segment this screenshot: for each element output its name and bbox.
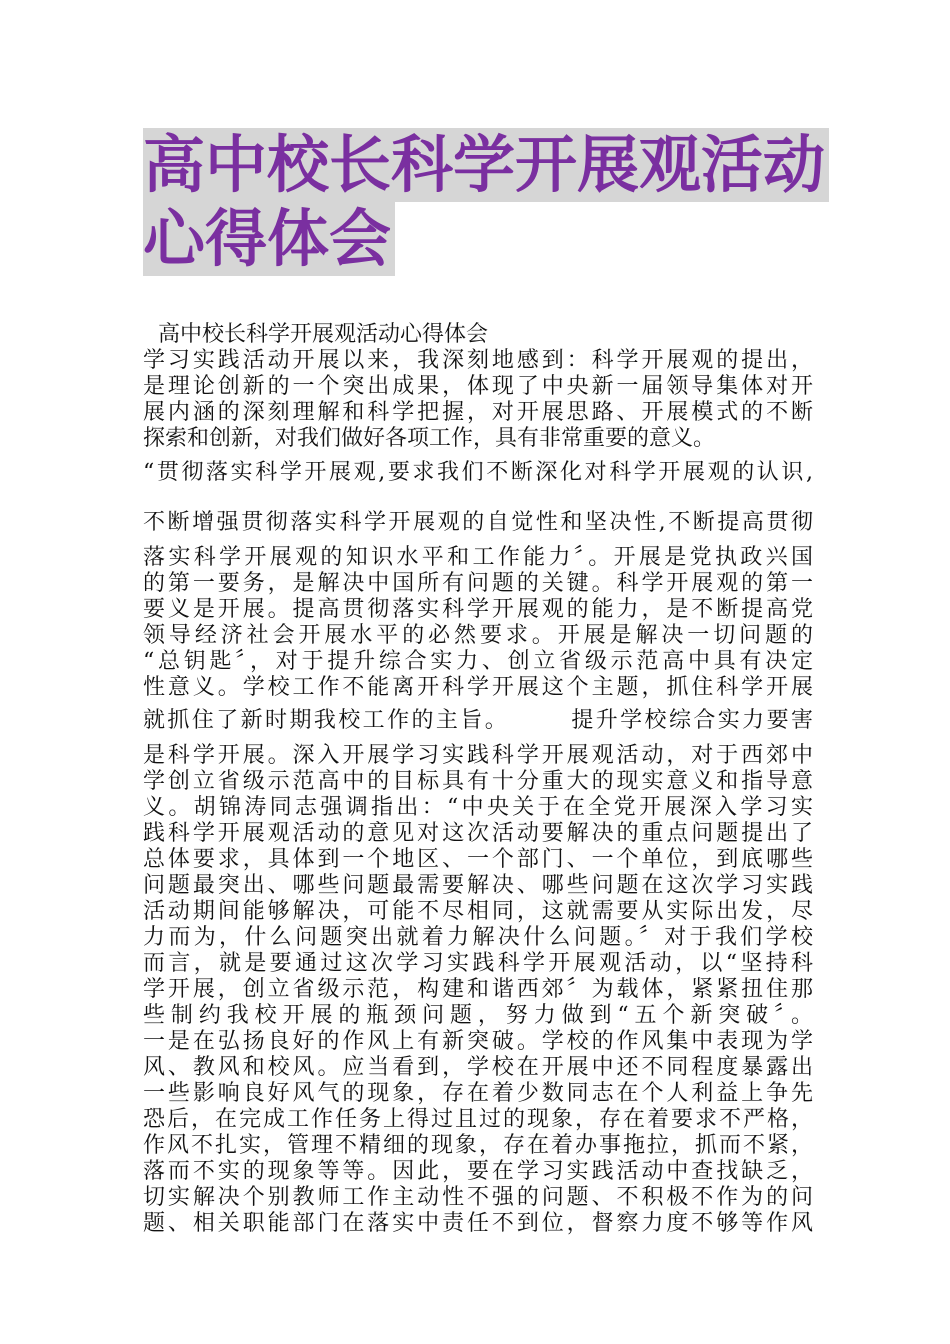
text-line: 一些影响良好风气的现象，存在着少数同志在个人利益上争先 <box>143 1081 813 1106</box>
text-line: 一是在弘扬良好的作风上有新突破。学校的作风集中表现为学 <box>143 1029 813 1054</box>
text-line: 领导经济社会开展水平的必然要求。开展是解决一切问题的 <box>143 623 813 648</box>
text-line: 作风不扎实，管理不精细的现象，存在着办事拖拉，抓而不紧， <box>143 1133 813 1158</box>
text-line: 探索和创新，对我们做好各项工作，具有非常重要的意义。 <box>143 426 716 451</box>
text-line: 践科学开展观活动的意见对这次活动要解决的重点问题提出了 <box>143 821 813 846</box>
text-line: 是理论创新的一个突出成果，体现了中央新一届领导集体对开 <box>143 374 813 399</box>
text-line: 风、教风和校风。应当看到，学校在开展中还不同程度暴露出 <box>143 1055 813 1080</box>
mid-line: 就抓住了新时期我校工作的主旨。 提升学校综合实力要害 <box>143 708 813 733</box>
text-line: 要义是开展。提高贯彻落实科学开展观的能力，是不断提高党 <box>143 597 813 622</box>
document-subtitle: 高中校长科学开展观活动心得体会 <box>158 322 489 347</box>
text-line: 活动期间能够解决，可能不尽相同，这就需要从实际出发，尽 <box>143 899 813 924</box>
text-line: 题、相关职能部门在落实中责任不到位，督察力度不够等作风 <box>143 1211 813 1236</box>
quote-line-2: 不断增强贯彻落实科学开展观的自觉性和坚决性,不断提高贯彻 <box>143 510 813 535</box>
text-line: 落而不实的现象等等。因此，要在学习实践活动中查找缺乏， <box>143 1159 813 1184</box>
document-title-line-2: 心得体会 <box>143 202 395 276</box>
text-line: 落实科学开展观的知识水平和工作能力〞。开展是党执政兴国 <box>143 545 813 570</box>
text-line: 是科学开展。深入开展学习实践科学开展观活动，对于西郊中 <box>143 743 813 768</box>
text-line: 的第一要务，是解决中国所有问题的关键。科学开展观的第一 <box>143 571 813 596</box>
quote-line-1: “贯彻落实科学开展观,要求我们不断深化对科学开展观的认识, <box>143 460 813 485</box>
text-line: 力而为，什么问题突出就着力解决什么问题。〞对于我们学校 <box>143 925 813 950</box>
document-title-line-1: 高中校长科学开展观活动 <box>143 128 829 202</box>
paragraph-block-1 <box>143 348 813 452</box>
paragraph-block-3 <box>143 743 813 1237</box>
paragraph-block-2 <box>143 545 813 701</box>
text-line: 学开展，创立省级示范，构建和谐西郊〞为载体，紧紧扭住那 <box>143 977 813 1002</box>
text-line: 些制约我校开展的瓶颈问题，努力做到“五个新突破〞。 <box>143 1003 813 1028</box>
text-line: 而言，就是要通过这次学习实践科学开展观活动，以“坚持科 <box>143 951 813 976</box>
text-line: 学创立省级示范高中的目标具有十分重大的现实意义和指导意 <box>143 769 813 794</box>
text-line: 展内涵的深刻理解和科学把握，对开展思路、开展模式的不断 <box>143 400 813 425</box>
text-line: 性意义。学校工作不能离开科学开展这个主题，抓住科学开展 <box>143 675 813 700</box>
text-line: 总体要求，具体到一个地区、一个部门、一个单位，到底哪些 <box>143 847 813 872</box>
text-line: 问题最突出、哪些问题最需要解决、哪些问题在这次学习实践 <box>143 873 813 898</box>
text-line: “总钥匙〞，对于提升综合实力、创立省级示范高中具有决定 <box>143 649 813 674</box>
text-line: 学习实践活动开展以来，我深刻地感到：科学开展观的提出， <box>143 348 813 373</box>
text-line: 义。胡锦涛同志强调指出：“中央关于在全党开展深入学习实 <box>143 795 813 820</box>
text-line: 切实解决个别教师工作主动性不强的问题、不积极不作为的问 <box>143 1185 813 1210</box>
text-line: 恐后，在完成工作任务上得过且过的现象，存在着要求不严格， <box>143 1107 813 1132</box>
